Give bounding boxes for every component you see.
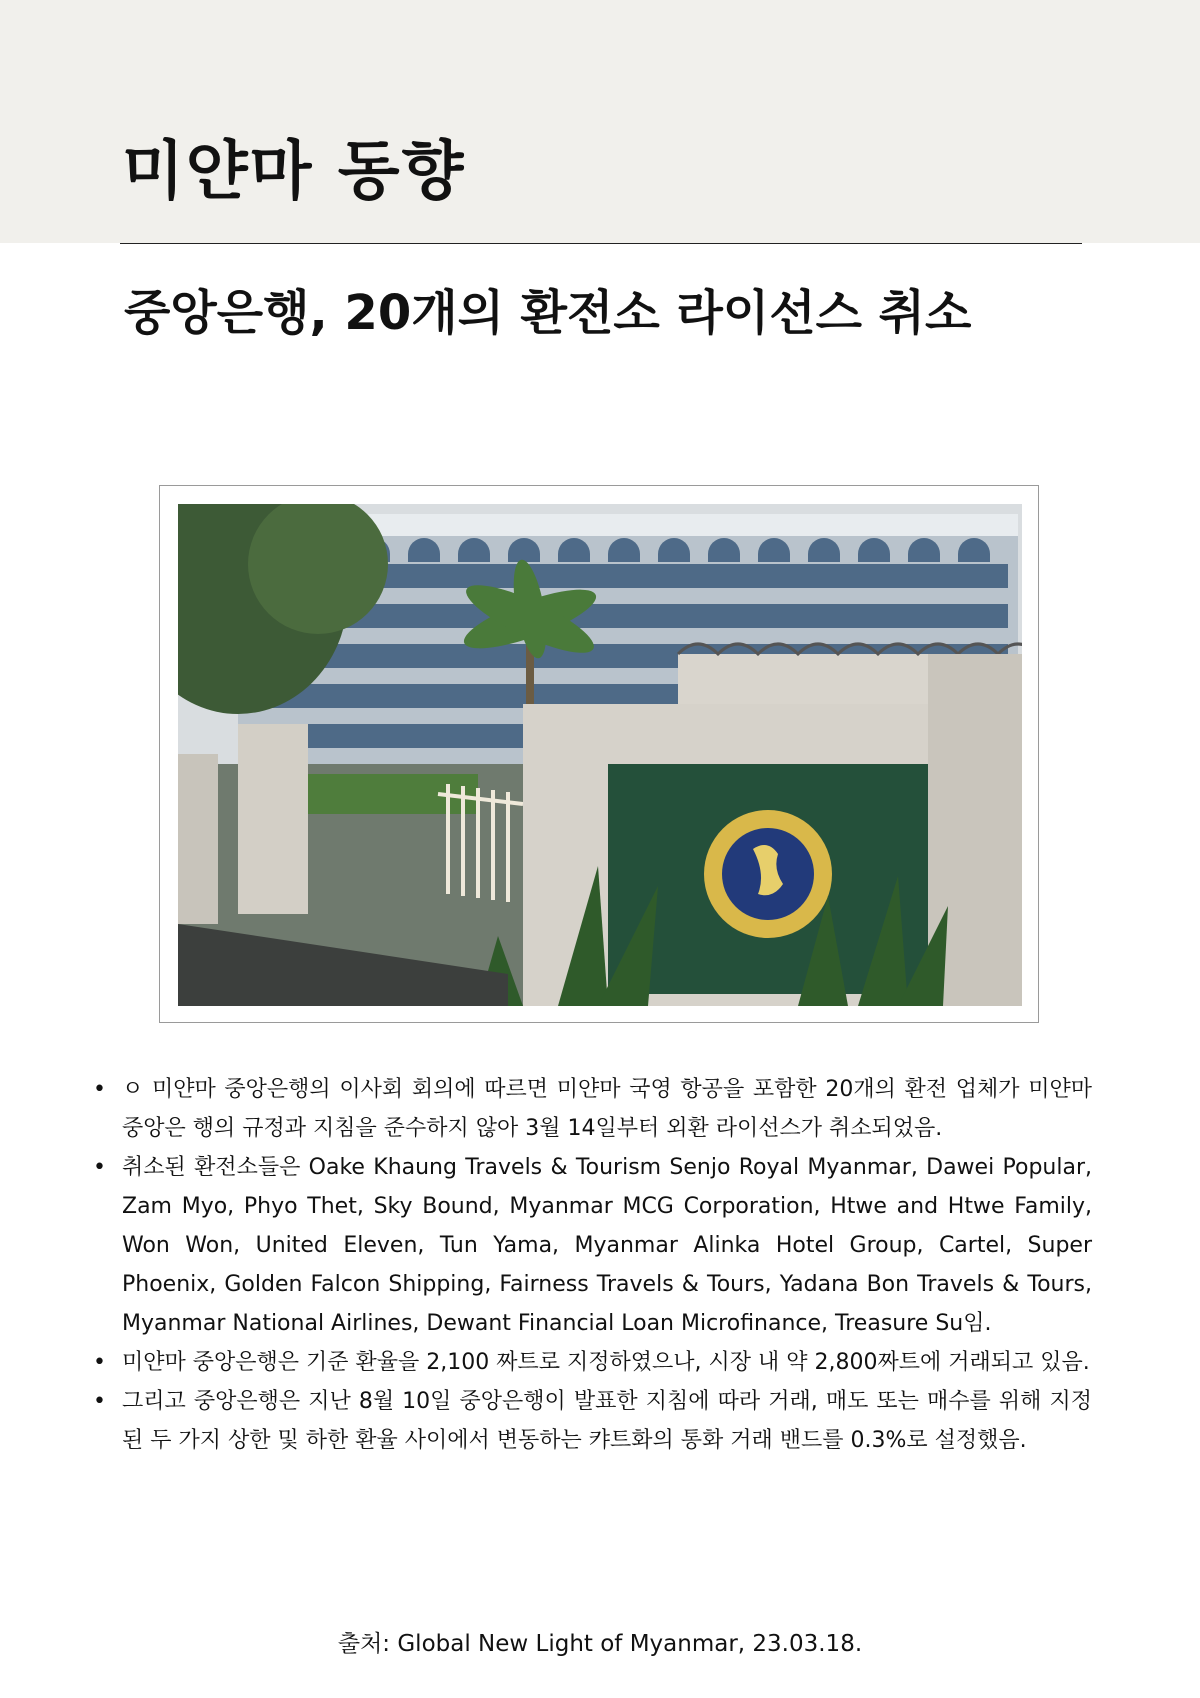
bullet-text: 그리고 중앙은행은 지난 8월 10일 중앙은행이 발표한 지침에 따라 거래, 매도 또는 매수를 위해 지정된 두 가지 상한 및 하한 환율 사이에서 변동하는 캬트화의 통화 거래 밴드를 0.3%로 설정했음. bbox=[122, 1389, 1092, 1453]
bullet-icon: • bbox=[93, 1077, 106, 1102]
bullet-text: ㅇ 미얀마 중앙은행의 이사회 회의에 따르면 미얀마 국영 항공을 포함한 20개의 환전 업체가 미얀마 중앙은 행의 규정과 지침을 준수하지 않아 3월 14일부터 외환 라이선스가 취소되었음. bbox=[122, 1077, 1092, 1141]
source-citation: 출처: Global New Light of Myanmar, 23.03.18. bbox=[337, 1631, 863, 1657]
article-bullet-list bbox=[93, 1070, 1092, 1460]
list-item bbox=[93, 1148, 1092, 1343]
bullet-icon: • bbox=[93, 1389, 106, 1414]
bullet-icon: • bbox=[93, 1155, 106, 1180]
list-item bbox=[93, 1382, 1092, 1460]
list-item bbox=[93, 1070, 1092, 1148]
central-bank-photo bbox=[178, 504, 1022, 1006]
title-divider bbox=[120, 243, 1082, 244]
list-item bbox=[93, 1343, 1092, 1382]
bullet-icon: • bbox=[93, 1350, 106, 1375]
section-title: 미얀마 동향 bbox=[122, 135, 466, 209]
central-bank-illustration bbox=[178, 504, 1022, 1006]
bullet-text: 취소된 환전소들은 Oake Khaung Travels & Tourism Senjo Royal Myanmar, Dawei Popular, Zam Myo, Phyo Thet, Sky Bound, Myanmar MCG Corporation, Htwe and Htwe Family, Won Won, United Eleven, Tun Yama, Myanmar Alinka Hotel Group, Cartel, Super Phoenix, Golden Falcon Shipping, Fairness Travels & Tours, Yadana Bon Travels & Tours, Myanmar National Airlines, Dewant Financial Loan Microfinance, Treasure Su임. bbox=[122, 1155, 1092, 1336]
photo-frame bbox=[159, 485, 1039, 1023]
bullet-text: 미얀마 중앙은행은 기준 환율을 2,100 짜트로 지정하였으나, 시장 내 약 2,800짜트에 거래되고 있음. bbox=[122, 1350, 1090, 1375]
article-headline: 중앙은행, 20개의 환전소 라이선스 취소 bbox=[124, 285, 972, 341]
